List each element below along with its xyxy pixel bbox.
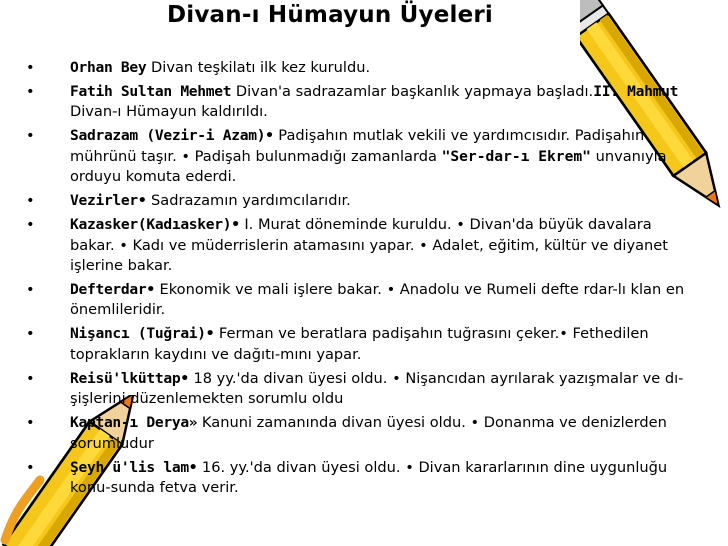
bullet: • [26,414,35,432]
list-item [22,324,687,365]
item-term: Defterdar• [70,281,155,299]
bullet: • [26,369,35,387]
item-text: Divan teşkilatı ilk kez kuruldu. [146,59,371,76]
member-list [22,58,687,502]
list-item [22,280,687,321]
item-term: II. Mahmut [593,83,679,100]
item-text: 16. yy.'da divan üyesi oldu. • Divan kararlarının dine uygunluğu konu-sunda fetva verir. [70,458,668,497]
bullet: • [26,216,35,234]
bullet: • [26,192,35,210]
item-text: unvanıyla orduyu komuta ederdi. [70,147,667,186]
item-term: Kazasker(Kadıasker)• [70,216,240,234]
list-item [22,126,687,187]
list-item [22,82,687,123]
list-item [22,369,687,410]
item-text: Ferman ve beratlara padişahın tuğrasını çeker.• Fethedilen toprakların kaydını ve dağıtı-mını yapar. [70,325,649,363]
item-text: Kanuni zamanında divan üyesi oldu. • Donanma ve denizlerden sorumludur [70,414,667,452]
item-text: 18 yy.'da divan üyesi oldu. • Nişancıdan ayrılarak yazışmalar ve dı-şişlerini düzenlemekten sorumlu oldu [70,369,684,408]
item-text: Divan'a sadrazamlar başkanlık yapmaya başladı. [231,83,594,100]
item-term: Nişancı (Tuğrai)• [70,325,215,343]
bullet: • [26,83,35,100]
item-term: Şeyh ü'lis lam• [70,458,198,476]
page-title: Divan-ı Hümayun Üyeleri [166,2,494,28]
bullet: • [26,458,35,476]
bullet: • [26,325,35,343]
item-text: I. Murat döneminde kuruldu. • Divan'da büyük davalara bakar. • Kadı ve müderrislerin atamasını yapar. • Adalet, eğitim, kültür ve diyanet işlerine bakar. [70,216,668,275]
list-item [22,413,687,454]
item-term: Sadrazam (Vezir-i Azam)• [70,127,274,145]
bullet: • [26,59,35,76]
item-text: Ekonomik ve mali işlere bakar. • Anadolu ve Rumeli defte rdar-lı klan en önemlileridir. [70,281,685,319]
item-text: Padişahın mutlak vekili ve yardımcısıdır. Padişahın mührünü taşır. • Padişah bulunmadığı zamanlarda [70,127,645,165]
item-term: Orhan Bey [70,59,147,76]
bullet: • [26,281,35,299]
list-item [22,458,687,499]
item-text: Sadrazamın yardımcılarıdır. [146,192,351,210]
list-item [22,58,687,78]
list-item [22,191,687,211]
item-term: Reisü'lküttap• [70,369,189,387]
list-item [22,215,687,276]
item-term: Fatih Sultan Mehmet [70,83,232,100]
item-term: Vezirler• [70,192,147,210]
bullet: • [26,127,35,145]
item-text: Divan-ı Hümayun kaldırıldı. [70,103,268,121]
item-quote: "Ser-dar-ı Ekrem" [441,147,591,165]
item-term: Kaptan-ı Derya» [70,414,198,432]
